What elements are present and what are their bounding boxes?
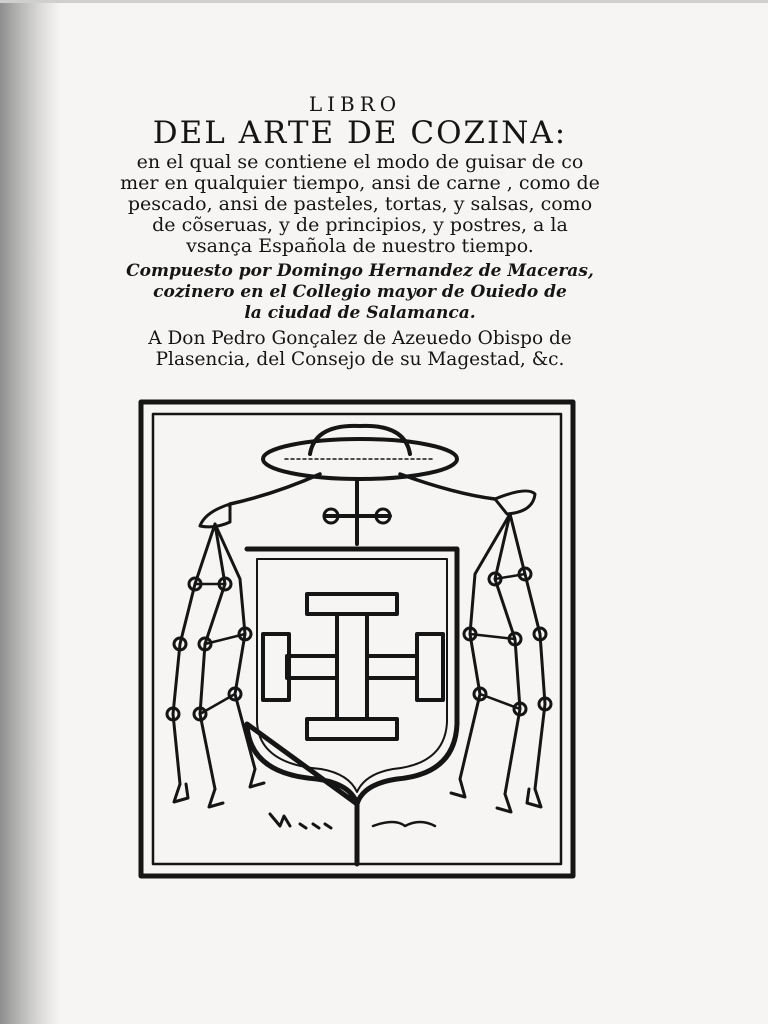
author-line: Compuesto por Domingo Hernandez de Maceras,: [126, 261, 594, 281]
title-libro: LIBRO: [308, 92, 402, 116]
author-credit: [100, 261, 620, 324]
shield: [247, 549, 457, 864]
coat-of-arms-woodcut: [135, 394, 580, 884]
shield-cross: [307, 594, 397, 614]
page-top-edge: [0, 0, 768, 3]
title-main: DEL ARTE DE COZINA:: [152, 115, 568, 151]
cord-right: [400, 474, 495, 499]
title-block: [100, 92, 620, 370]
cord-left: [230, 474, 320, 504]
dedication: [100, 328, 620, 370]
book-spine-shadow: [0, 0, 60, 1024]
description-line: mer en qualquier tiempo, ansi de carne , como de: [120, 172, 600, 194]
dedication-line: Plasencia, del Consejo de su Magestad, &c.: [155, 349, 565, 370]
author-line: cozinero en el Collegio mayor de Ouiedo de: [153, 282, 567, 302]
title-description: [100, 152, 620, 257]
description-line: en el qual se contiene el modo de guisar de co: [136, 151, 584, 173]
description-line: pescado, ansi de pasteles, tortas, y salsas, como: [127, 193, 593, 215]
dedication-line: A Don Pedro Gonçalez de Azeuedo Obispo de: [148, 328, 572, 349]
description-line: vsança Española de nuestro tiempo.: [186, 235, 534, 257]
description-line: de cõseruas, y de principios, y postres, a la: [152, 214, 568, 236]
author-line: la ciudad de Salamanca.: [244, 303, 476, 323]
tassels-left: [173, 524, 215, 784]
